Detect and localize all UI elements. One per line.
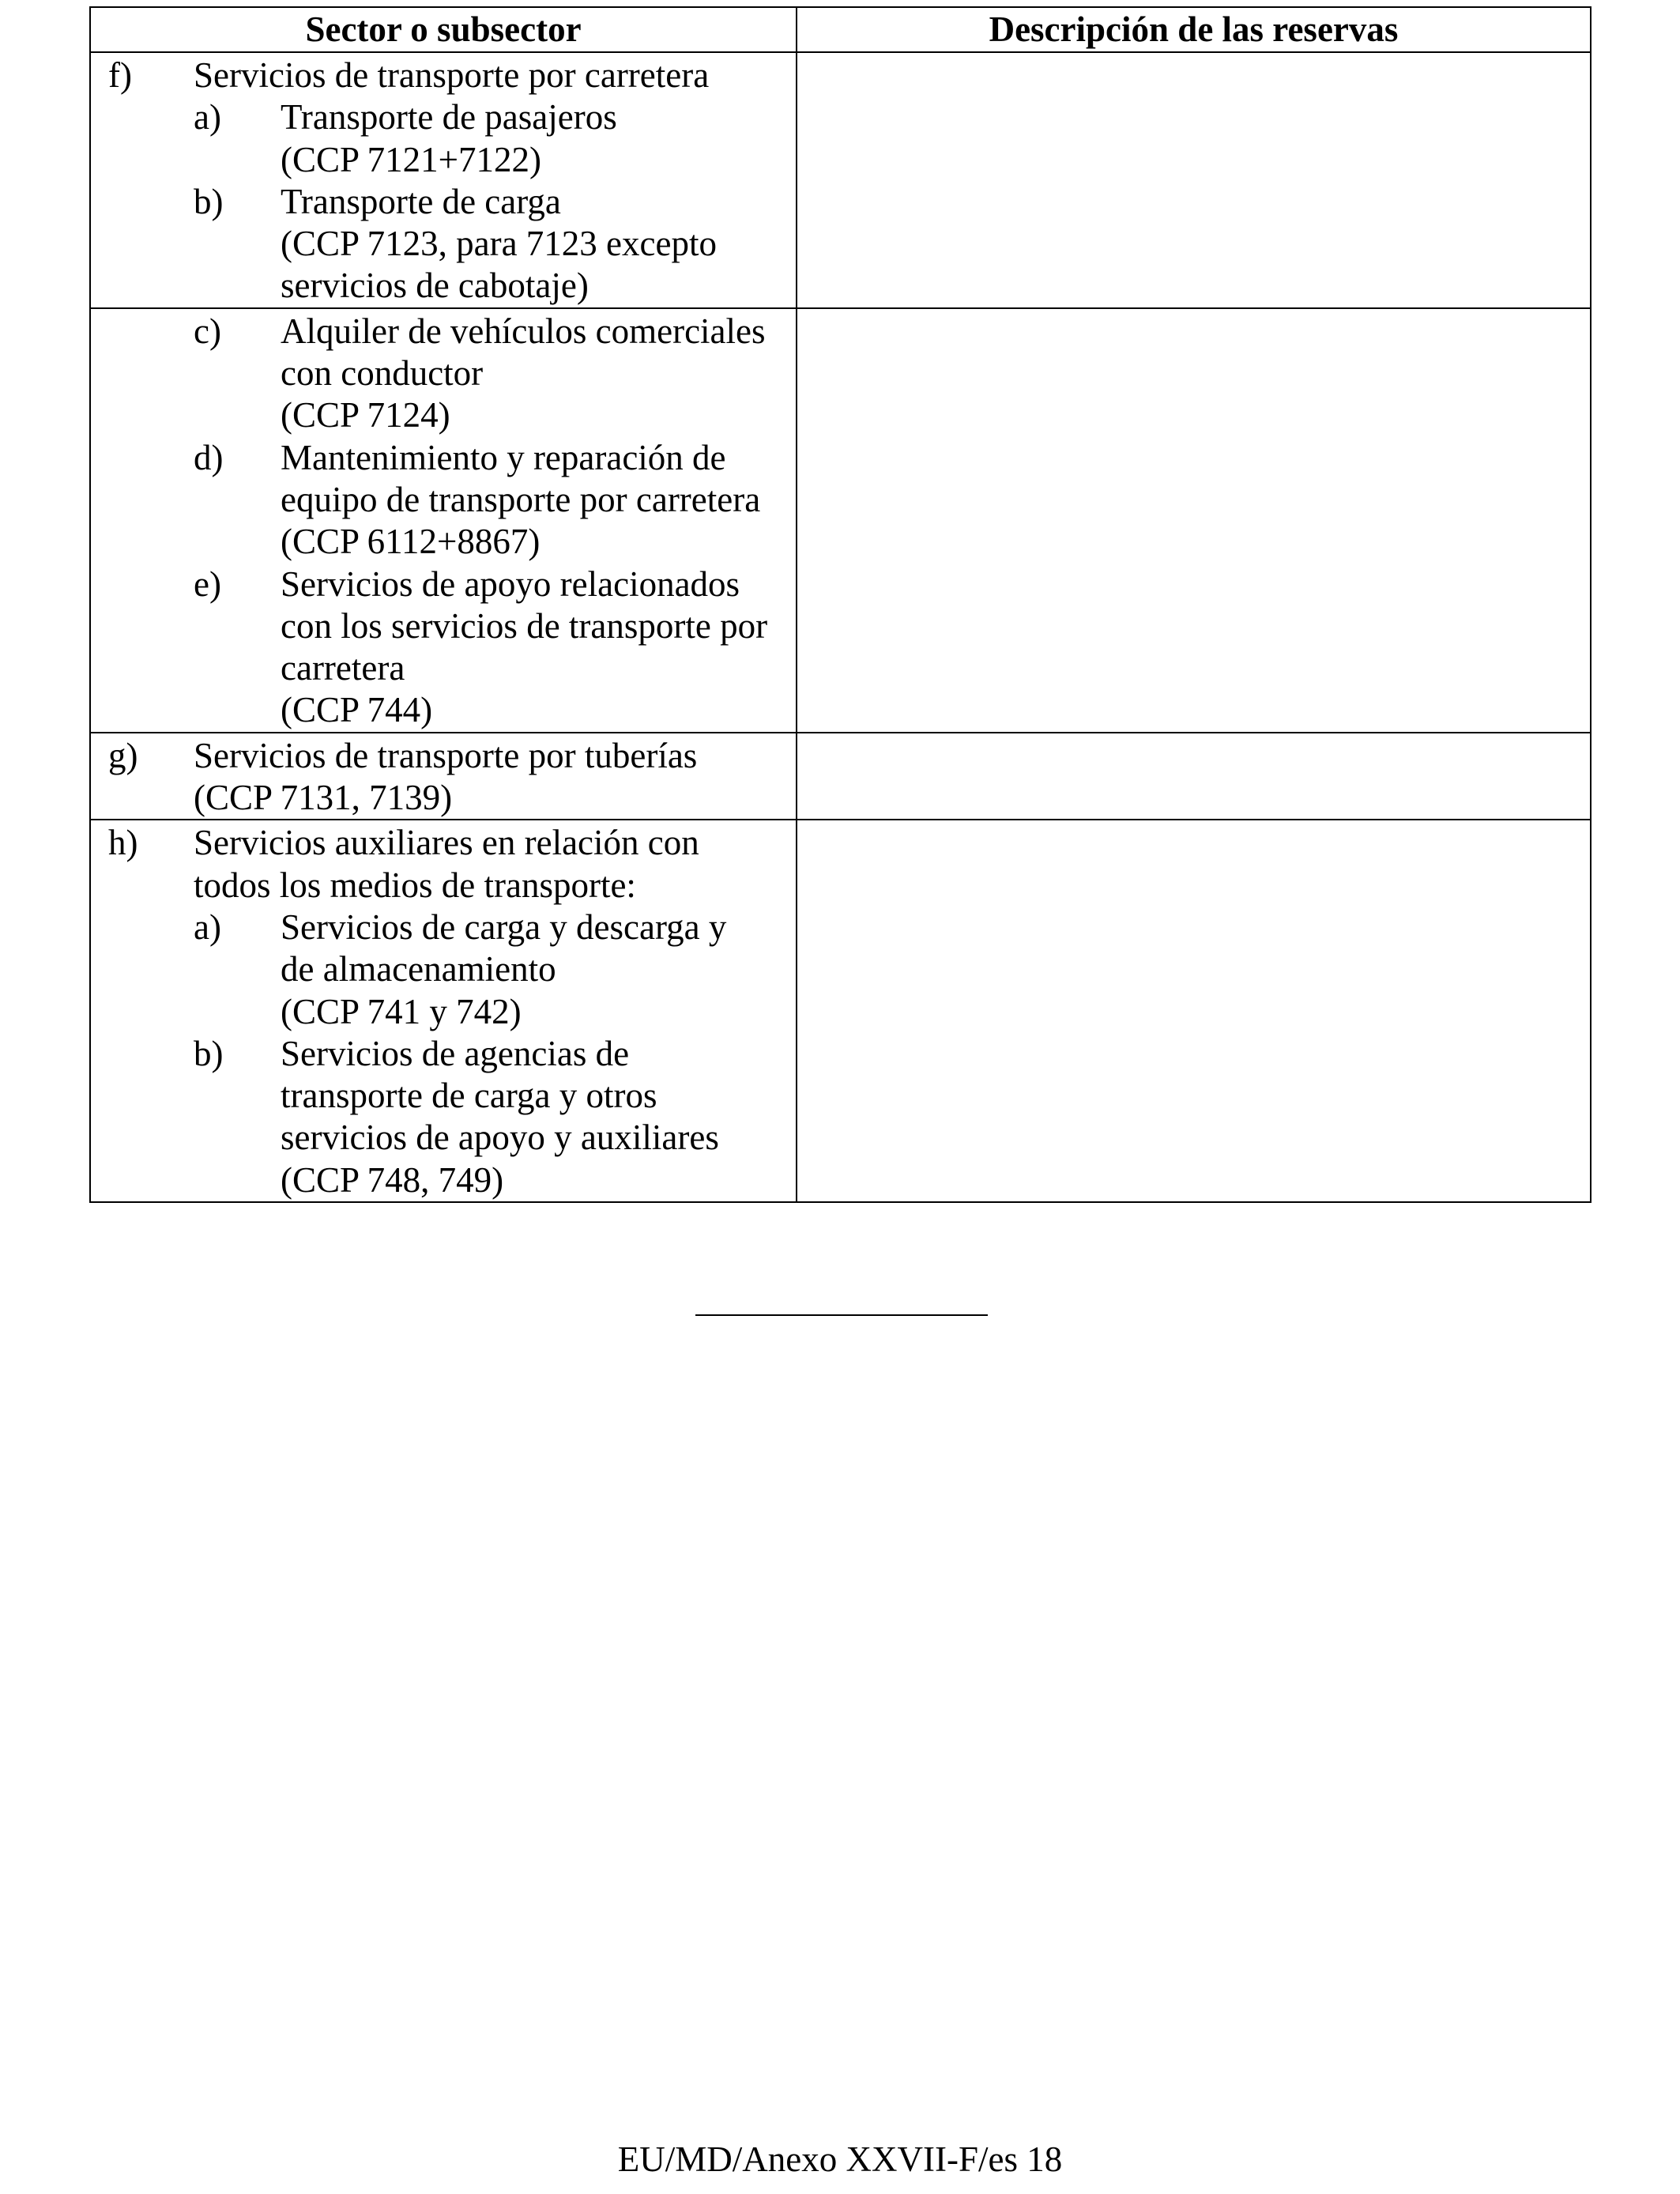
end-separator-line: [695, 1314, 988, 1316]
subitem-letter: c): [194, 311, 221, 351]
subitem-text: Transporte de pasajeros: [281, 97, 617, 138]
sector-cell: [90, 820, 797, 1202]
description-cell: [797, 820, 1591, 1202]
subitem-text: (CCP 7124): [281, 395, 450, 435]
sector-cell: [90, 308, 797, 733]
reservations-table: [89, 6, 1591, 1203]
item-text: (CCP 7131, 7139): [194, 778, 453, 818]
subitem-text: Servicios de apoyo relacionados: [281, 564, 740, 604]
subitem-text: con conductor: [281, 353, 484, 394]
subitem-text: Transporte de carga: [281, 181, 561, 221]
item-letter: g): [108, 735, 138, 775]
header-description: Descripción de las reservas: [797, 7, 1591, 52]
subitem-text: Mantenimiento y reparación de: [281, 437, 726, 477]
item-letter: [91, 311, 194, 732]
subitem-text: (CCP 741 y 742): [281, 991, 522, 1031]
subitem-text: de almacenamiento: [281, 949, 556, 990]
item-text: Servicios de transporte por carretera: [194, 55, 710, 95]
subitem-letter: a): [194, 907, 221, 947]
subitem-text: transporte de carga y otros: [281, 1076, 657, 1116]
subitem-text: equipo de transporte por carretera: [281, 479, 761, 519]
item-text: Servicios auxiliares en relación con: [194, 823, 699, 863]
table-row: [90, 52, 1591, 308]
table-row: [90, 820, 1591, 1202]
item-text: todos los medios de transporte:: [194, 865, 636, 905]
subitem-letter: d): [194, 437, 224, 477]
item-text: Servicios de transporte por tuberías: [194, 735, 698, 775]
subitem-text: (CCP 748, 749): [281, 1159, 504, 1200]
subitem-text: (CCP 6112+8867): [281, 522, 541, 562]
subitem-text: (CCP 7123, para 7123 excepto: [281, 224, 717, 264]
subitem-text: Alquiler de vehículos comerciales: [281, 311, 766, 351]
subitem-text: con los servicios de transporte por: [281, 605, 768, 646]
item-letter: h): [108, 823, 138, 863]
subitem-text: Servicios de agencias de: [281, 1033, 630, 1073]
table-row: [90, 733, 1591, 820]
subitem-letter: b): [194, 181, 224, 221]
item-letter: f): [108, 55, 132, 95]
table-header-row: [90, 7, 1591, 52]
table-row: [90, 308, 1591, 733]
subitem-letter: a): [194, 97, 221, 138]
page-footer: EU/MD/Anexo XXVII-F/es 18: [617, 2139, 1063, 2179]
subitem-text: (CCP 744): [281, 690, 433, 730]
subitem-letter: b): [194, 1033, 224, 1073]
sector-cell: [90, 733, 797, 820]
description-cell: [797, 308, 1591, 733]
header-sector: Sector o subsector: [90, 7, 797, 52]
subitem-text: carretera: [281, 648, 405, 688]
subitem-text: servicios de cabotaje): [281, 266, 589, 306]
sector-cell: [90, 52, 797, 308]
description-cell: [797, 733, 1591, 820]
subitem-text: servicios de apoyo y auxiliares: [281, 1118, 719, 1158]
subitem-text: (CCP 7121+7122): [281, 139, 541, 179]
subitem-letter: e): [194, 564, 221, 604]
subitem-text: Servicios de carga y descarga y: [281, 907, 727, 947]
description-cell: [797, 52, 1591, 308]
